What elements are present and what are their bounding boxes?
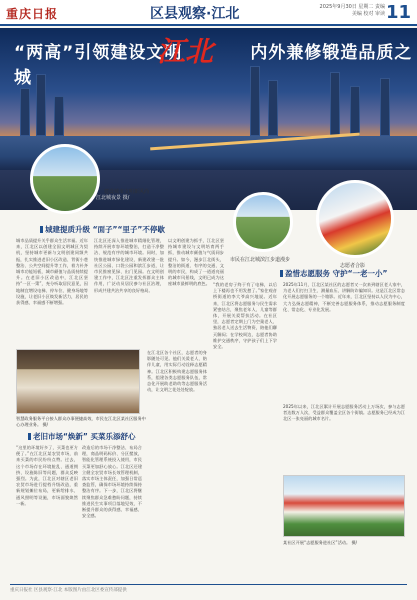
masthead	[0, 0, 417, 26]
service-center-photo	[16, 349, 140, 414]
inset-caption-left: 建设城市文明新风尚	[104, 189, 150, 195]
section-heading-text: 老旧市场“焕新” 买菜乐添舒心	[33, 432, 136, 441]
article-column: 江北区还深入推进城市精细化管理，持续开展市容环境整治，打造干净整洁、规范有序的城市环境。同时，加快推进城市绿化建设，新建改建一批社区公园、口袋公园和滨江步道，让市民推窗见绿、出门见园。在文明创建工作中，江北区注重发挥群众主体作用，广泛动员居民参与社区治理，形成共建共治共享的良好格局。	[94, 238, 164, 293]
photo-caption: 智慧政务服务平台接人群众办事便捷高效，市民在江北区某社区服务中心办理业务。 摄/	[16, 416, 146, 427]
heading-bar	[28, 433, 31, 440]
section-heading	[40, 224, 165, 235]
hero-title-part2: 内外兼修锻造品质之城	[14, 43, 413, 88]
hero-title	[14, 38, 417, 88]
article-column: 在江北区各个社区，志愿者的身影随处可见。他们关爱老人、陪伴儿童，用实际行动诠释志愿精神。江北区积极构建志愿服务体系，组建各类志愿服务队伍，常态化开展助老助幼等志愿服务活动，让文明之花处处绽放。	[147, 350, 207, 393]
article-column: 改造后的市场干净整洁、布局合理，商品明码标价、分区摆放，智能化管理系统投入使用，市民买菜更加舒心放心。江北区还建立健全农贸市场长效管理机制，落实市场主体责任，加强日常巡查监管，确保市场环境持续保持整洁有序。下一步，江北区将继续聚焦群众急难愁盼问题，持续推进民生实事项目落地见效，不断提升群众的获得感、幸福感、安全感。	[82, 445, 142, 519]
article-column: 2025年11月，江北区某社区的志愿者又一次来到辖区老人家中，为老人们打扫卫生、测量血压、讲解防诈骗知识。这是江北区常态化开展志愿服务的一个缩影。近年来，江北区坚持以人民为中心，大力弘扬志愿精神，不断完善志愿服务体系，推动志愿服务制度化、常态化、专业化发展。	[283, 282, 405, 312]
building-shape	[20, 88, 30, 136]
footer-text: 重庆日报社 区县观察·江北 本版图片由江北区委宣传部提供	[10, 588, 127, 593]
heading-bar	[40, 226, 43, 233]
article-column: 城市品质提升关乎群众生活幸福。近年来，江北区以创建全国文明城区为契机，坚持城市更新与文明创建同频共振，扎实推进老旧小区改造、背街小巷整治、公共空间提升等工作，着力补齐城市功能短板，城市颜值与品质持续提升。在老旧小区改造中，江北区坚持“一区一策”，充分听取居民意见，因地制宜增设电梯、停车位、健身场地等设施，让老旧小区焕发新活力，居民的获得感、幸福感不断增强。	[16, 238, 88, 306]
section-heading	[280, 268, 387, 279]
section-heading	[28, 431, 135, 442]
photo-caption: 某社区开展“志愿服务进社区”活动。 摄/	[283, 540, 358, 545]
inset-caption-mid: 市民在江北城滨江步道漫步	[230, 257, 291, 263]
inset-photo-left	[30, 144, 100, 214]
building-shape	[350, 86, 360, 136]
page-number: 11	[385, 2, 411, 23]
volunteer-group-photo	[283, 475, 405, 537]
article-column: “这里的环境好多了，买菜也更方便了。”在江北区某农贸市场，前来买菜的市民纷纷点赞。过去，这个市场存在环境脏乱、通道拥挤、设施陈旧等问题，群众反映强烈。为此，江北区对辖区老旧农贸市场进行提档升级改造，重新规划摊位布局，更新给排水、通风照明等设施，市场面貌焕然一新。	[16, 445, 78, 506]
inset-photo-right	[316, 180, 394, 258]
paper-name: 重庆日报	[6, 7, 59, 21]
calligraphy-jiangbei: 江北	[157, 35, 214, 68]
article-column: 2025年以来，江北区累计开展志愿服务活动上万场次，参与志愿者达数万人次，受益群众覆盖全区各个街镇。志愿服务已经成为江北区一张亮丽的城市名片。	[283, 404, 405, 422]
section-heading-text: 城建提质升级 “面子”“里子”不停歇	[45, 225, 165, 234]
inset-caption-right: 志愿者合影	[340, 263, 366, 269]
article-column: 以文明创建为抓手，江北区坚持城市建设与文明培育两手抓，推动城市颜值与气质同步提升。如今，漫步江北街头，整洁的街道、有序的交通、文明的市民，构成了一道道亮丽的城市风景线，文明已成为这座城市最鲜明的底色。	[168, 238, 224, 287]
issue-meta: 2025年9月30日 星期二 责编 美编 校对 审读	[319, 4, 385, 17]
section-heading-text: 盈惜志愿服务 守护“一老一小”	[285, 269, 388, 278]
building-shape	[54, 96, 64, 136]
building-shape	[268, 80, 278, 136]
inset-photo-mid	[233, 192, 293, 252]
article-column: “我的老房子终于有了电梯，以后上下楼再也不用发愁了。”家住观音桥街道的李大爷高兴地说。近年来，江北区将志愿服务与民生需求紧密结合，聚焦老年人、儿童等群体，开展关爱帮扶活动。在社区里，志愿者定期上门为空巢老人、独居老人送去生活物资，陪他们聊天解闷；在学校周边，志愿者协助维护交通秩序，守护孩子们上下学安全。	[213, 282, 277, 350]
hero-title-part1: “两高”引领建设文明	[14, 43, 183, 63]
hero-photo-caption: 江北城夜景 摄/	[96, 195, 130, 201]
section-title: 区县观察·江北	[150, 6, 240, 22]
heading-bar	[280, 270, 283, 277]
footer-divider	[10, 584, 407, 585]
